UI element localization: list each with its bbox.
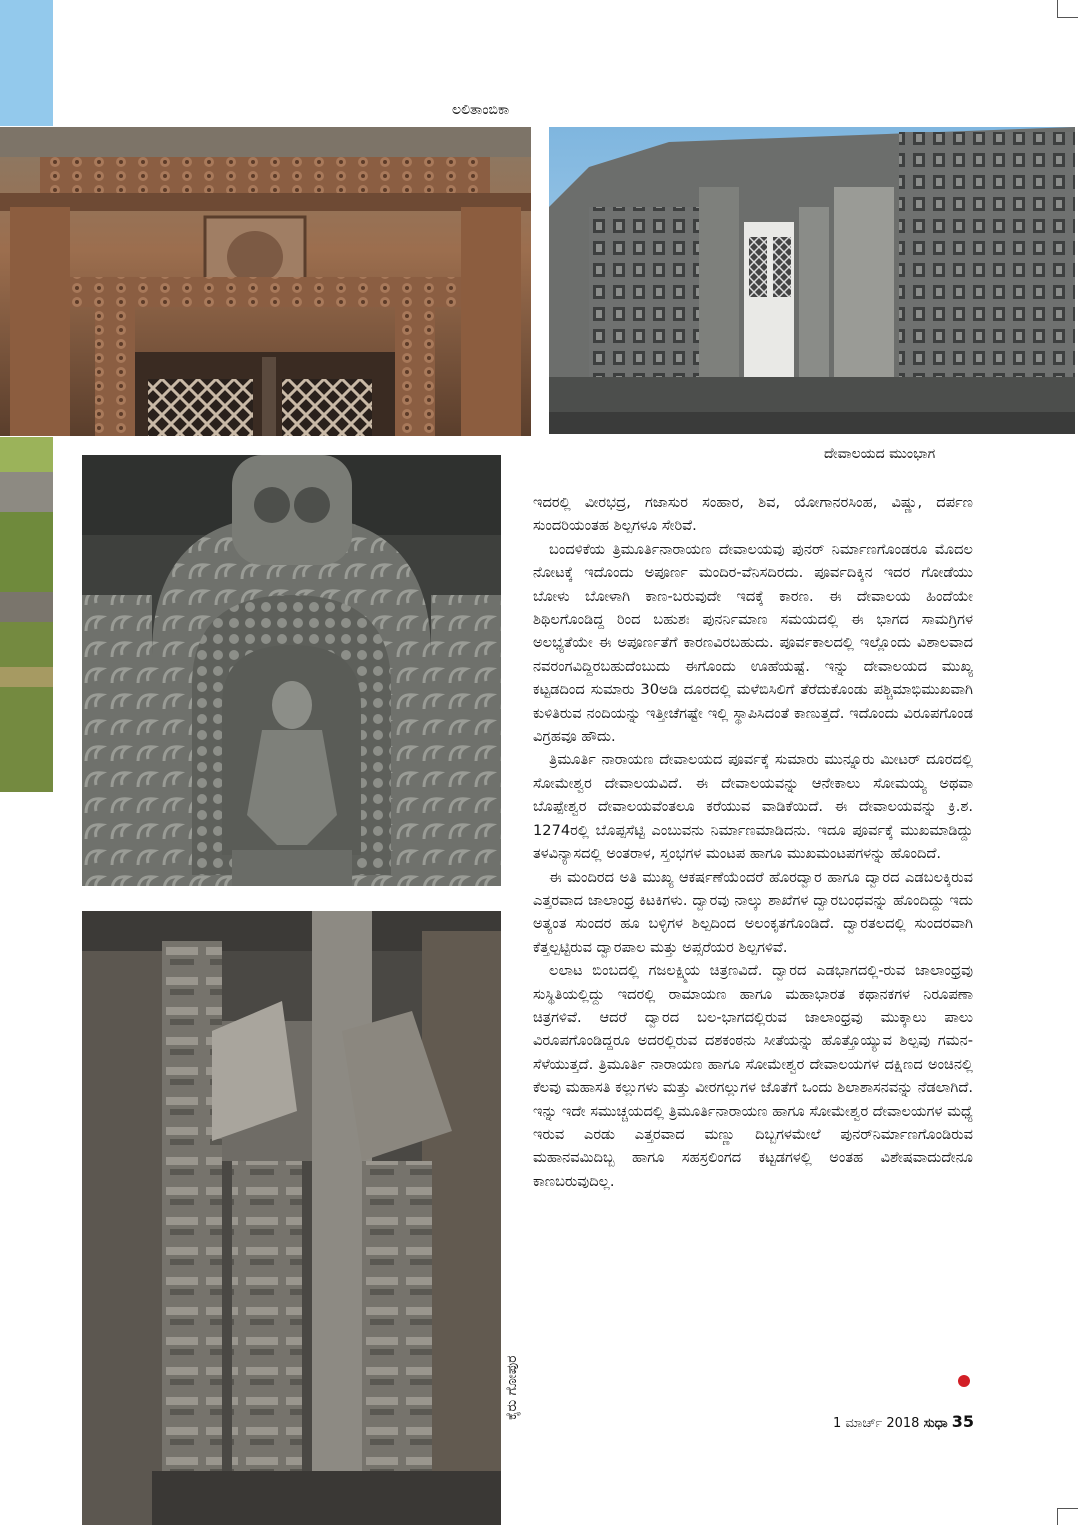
footer-page-number: 35 (951, 1412, 974, 1431)
crop-mark-top-right (1057, 0, 1058, 18)
caption-pillar (504, 1300, 528, 1420)
page-footer (833, 1412, 974, 1431)
caption-doorway: ಲಲಿತಾಂಬಿಕಾ (452, 102, 510, 118)
accent-bar (0, 0, 53, 126)
caption-pillar-text: ಕೈರು ಗೋಪುರ (504, 1355, 520, 1420)
caption-facade: ದೇವಾಲಯದ ಮುಂಭಾಗ (824, 446, 936, 462)
article-paragraph: ತ್ರಿಮೂರ್ತಿ ನಾರಾಯಣ ದೇವಾಲಯದ ಪೂರ್ವಕ್ಕೆ ಸುಮಾರು ಮುನ್ನೂರು ಮೀಟರ್ ದೂರದಲ್ಲಿ ಸೋಮೇಶ್ವರ ದೇವಾಲಯವಿದೆ. ಈ ದೇವಾಲಯವನ್ನು ಆನೇಕಾಲು ಸೋಮಯ್ಯ ಅಥವಾ ಬೊಪ್ಪೇಶ್ವರ ದೇವಾಲಯವೆಂತಲೂ ಕರೆಯುವ ವಾಡಿಕೆಯಿದೆ. ಈ ದೇವಾಲಯವನ್ನು ಕ್ರಿ.ಶ. 1274ರಲ್ಲಿ ಬೊಪ್ಪಸೆಟ್ಟಿ ಎಂಬುವನು ನಿರ್ಮಾಣಮಾಡಿದನು. ಇದೂ ಪೂರ್ವಕ್ಕೆ ಮುಖಮಾಡಿದ್ದು ತಳವಿನ್ಯಾಸದಲ್ಲಿ ಅಂತರಾಳ, ಸ್ತಂಭಗಳ ಮಂಟಪ ಹಾಗೂ ಮುಖಮಂಟಪಗಳನ್ನು ಹೊಂದಿದೆ. (533, 751, 973, 863)
carved-doorway-photo (0, 127, 531, 436)
crop-mark-bottom-right-h (1057, 1508, 1078, 1509)
crop-mark-bottom-right (1057, 1508, 1058, 1525)
temple-facade-photo (549, 127, 1075, 434)
article-paragraph: ಈ ಮಂದಿರದ ಅತಿ ಮುಖ್ಯ ಆಕರ್ಷಣೆಯೆಂದರೆ ಹೊರದ್ವಾರ ಹಾಗೂ ದ್ವಾರದ ಎಡಬಲಕ್ಕಿರುವ ಎತ್ತರವಾದ ಜಾಲಾಂಧ್ರ ಕಿಟಕಿಗಳು. ದ್ವಾರವು ನಾಲ್ಕು ಶಾಖೆಗಳ ದ್ವಾರಬಂಧವನ್ನು ಹೊಂದಿದ್ದು ಇದು ಅತ್ಯಂತ ಸುಂದರ ಹೂ ಬಳ್ಳಿಗಳ ಶಿಲ್ಪದಿಂದ ಅಲಂಕೃತಗೊಂಡಿದೆ. ದ್ವಾರತಲದಲ್ಲಿ ಸುಂದರವಾಗಿ ಕೆತ್ತಲ್ಪಟ್ಟಿರುವ ದ್ವಾರಪಾಲ ಮತ್ತು ಅಪ್ಸರೆಯರ ಶಿಲ್ಪಗಳಿವೆ. (533, 868, 973, 956)
carved-pillar-photo (82, 911, 501, 1525)
crop-mark-top-right-h (1057, 17, 1078, 18)
footer-magazine: ಸುಧಾ (923, 1416, 948, 1431)
article-paragraph: ಇದರಲ್ಲಿ ವೀರಭದ್ರ, ಗಜಾಸುರ ಸಂಹಾರ, ಶಿವ, ಯೋಗಾನರಸಿಂಹ, ವಿಷ್ಣು, ದರ್ಪಣ ಸುಂದರಿಯಂತಹ ಶಿಲ್ಪಗಳೂ ಸೇರಿವೆ. (533, 494, 973, 535)
end-mark (958, 1375, 970, 1387)
landscape-strip-photo (0, 437, 53, 792)
carved-relief-photo (82, 455, 501, 886)
footer-date: 1 ಮಾರ್ಚ್ 2018 (833, 1416, 920, 1431)
article-paragraph: ಬಂದಳಿಕೆಯ ತ್ರಿಮೂರ್ತಿನಾರಾಯಣ ದೇವಾಲಯವು ಪುನರ್ ನಿರ್ಮಾಣಗೊಂಡರೂ ಮೊದಲ ನೋಟಕ್ಕೆ ಇದೊಂದು ಅಪೂರ್ಣ ಮಂದಿರ-ವೆನಿಸದಿರದು. ಪೂರ್ವದಿಕ್ಕಿನ ಇದರ ಗೋಡೆಯು ಬೋಳು ಬೋಳಾಗಿ ಕಾಣ-ಬರುವುದೇ ಇದಕ್ಕೆ ಕಾರಣ. ಈ ದೇವಾಲಯ ಹಿಂದೆಯೇ ಶಿಥಿಲಗೊಂಡಿದ್ದ ರಿಂದ ಬಹುಶಃ ಪುನರ್ನಿಮಾಣ ಸಮಯದಲ್ಲಿ ಈ ಭಾಗದ ಸಾಮಗ್ರಿಗಳ ಅಲಭ್ಯತೆಯೇ ಈ ಅಪೂರ್ಣತೆಗೆ ಕಾರಣವಿರಬಹುದು. ಪೂರ್ವಕಾಲದಲ್ಲಿ ಇಲ್ಲೊಂದು ವಿಶಾಲವಾದ ನವರಂಗವಿದ್ದಿರಬಹುದೆಂಬುದು ಈಗೊಂದು ಊಹೆಯಷ್ಟೆ. ಇನ್ನು ದೇವಾಲಯದ ಮುಖ್ಯ ಕಟ್ಟಡದಿಂದ ಸುಮಾರು 30ಅಡಿ ದೂರದಲ್ಲಿ ಮಳೆಬಿಸಿಲಿಗೆ ತೆರೆದುಕೊಂಡು ಪಶ್ಚಿಮಾಭಿಮುಖವಾಗಿ ಕುಳಿತಿರುವ ನಂದಿಯನ್ನು ಇತ್ತೀಚೆಗಷ್ಟೇ ಇಲ್ಲಿ ಸ್ಥಾಪಿಸಿದಂತೆ ಕಾಣುತ್ತದೆ. ಇದೊಂದು ವಿರೂಪಗೊಂಡ ವಿಗ್ರಹವೂ ಹೌದು. (533, 540, 973, 746)
article-body (533, 491, 973, 1193)
article-paragraph: ಲಲಾಟ ಬಿಂಬದಲ್ಲಿ ಗಜಲಕ್ಷ್ಮಿಯ ಚಿತ್ರಣವಿದೆ. ದ್ವಾರದ ಎಡಭಾಗದಲ್ಲಿ-ರುವ ಜಾಲಾಂಧ್ರವು ಸುಸ್ಥಿತಿಯಲ್ಲಿದ್ದು ಇದರಲ್ಲಿ ರಾಮಾಯಣ ಹಾಗೂ ಮಹಾಭಾರತ ಕಥಾನಕಗಳ ನಿರೂಪಣಾ ಚಿತ್ರಗಳಿವೆ. ಆದರೆ ದ್ವಾರದ ಬಲ-ಭಾಗದಲ್ಲಿರುವ ಜಾಲಾಂಧ್ರವು ಮುಕ್ಕಾಲು ಪಾಲು ವಿರೂಪಗೊಂಡಿದ್ದರೂ ಅದರಲ್ಲಿರುವ ದಶಕಂಠನು ಸೀತೆಯನ್ನು ಹೊತ್ತೊಯ್ಯುವ ಶಿಲ್ಪವು ಗಮನ-ಸೆಳೆಯುತ್ತದೆ. ತ್ರಿಮೂರ್ತಿ ನಾರಾಯಣ ಹಾಗೂ ಸೋಮೇಶ್ವರ ದೇವಾಲಯಗಳ ದಕ್ಷಿಣದ ಅಂಚಿನಲ್ಲಿ ಕೆಲವು ಮಹಾಸತಿ ಕಲ್ಲುಗಳು ಮತ್ತು ವೀರಗಲ್ಲುಗಳ ಜೊತೆಗೆ ಒಂದು ಶಿಲಾಶಾಸನವನ್ನು ನೆಡಲಾಗಿದೆ. ಇನ್ನು ಇದೇ ಸಮುಚ್ಚಯದಲ್ಲಿ ತ್ರಿಮೂರ್ತಿನಾರಾಯಣ ಹಾಗೂ ಸೋಮೇಶ್ವರ ದೇವಾಲಯಗಳ ಮಧ್ಯೆ ಇರುವ ಎರಡು ಎತ್ತರವಾದ ಮಣ್ಣು ದಿಬ್ಬಗಳಮೇಲೆ ಪುನರ್‌ನಿರ್ಮಾಣಗೊಂಡಿರುವ ಮಹಾನವಮಿದಿಬ್ಬ ಹಾಗೂ ಸಹಸ್ರಲಿಂಗದ ಕಟ್ಟಡಗಳಲ್ಲಿ ಅಂತಹ ವಿಶೇಷವಾದುದೇನೂ ಕಾಣಬರುವುದಿಲ್ಲ. (533, 962, 973, 1190)
